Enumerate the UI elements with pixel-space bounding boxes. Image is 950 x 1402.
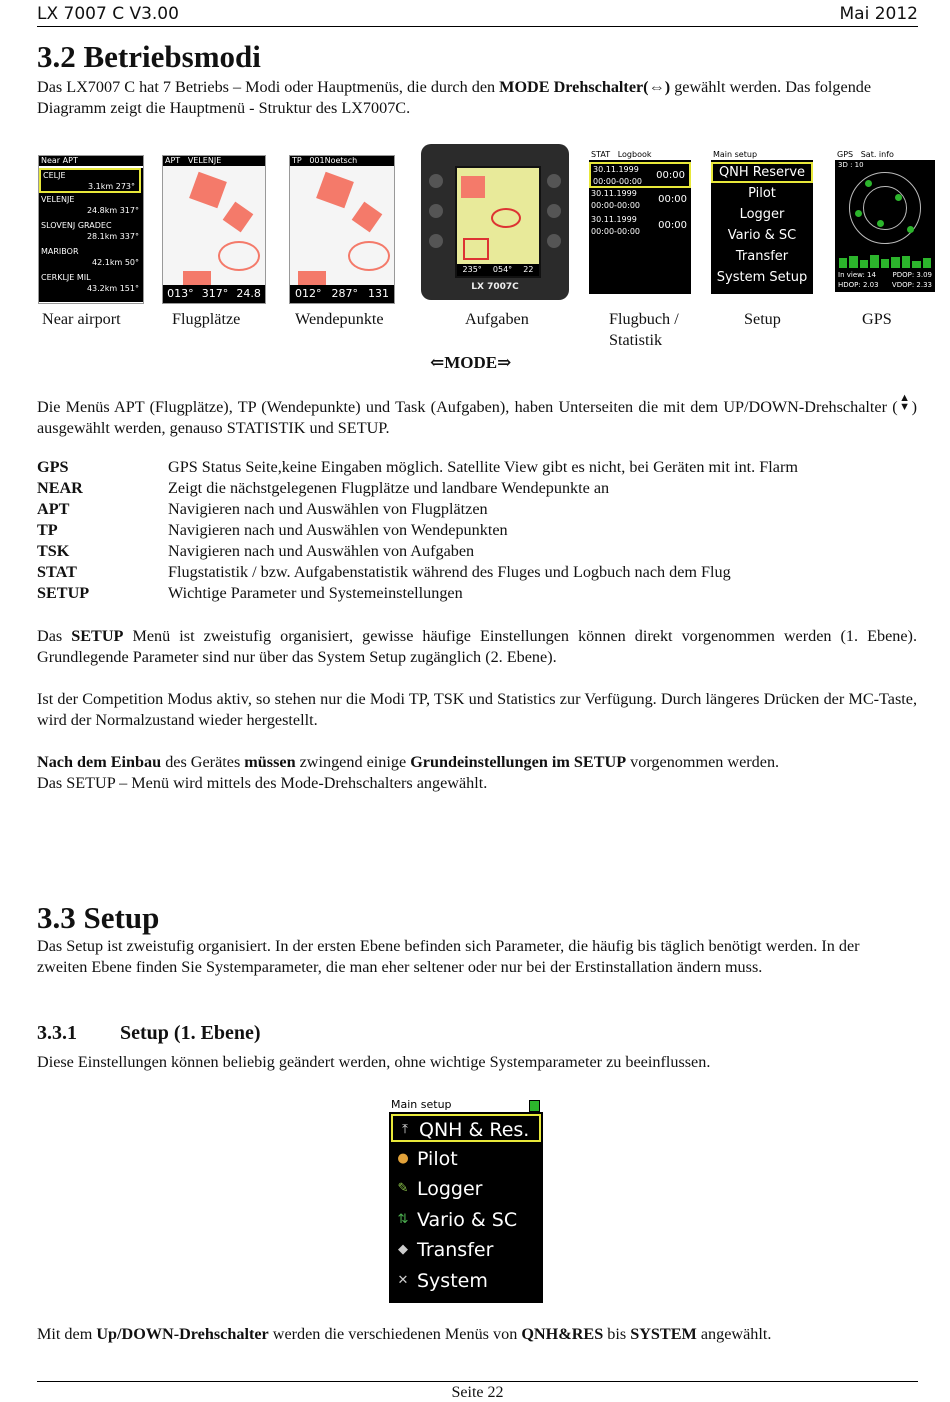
mode-row: [37, 562, 798, 583]
near-list-item: MARIBOR 42.1km 50°: [41, 247, 139, 267]
gps-screen: GPS Sat. info 3D : 10 In view: 14 PDOP: 3.09 HDOP: 2.03 VDOP: 2.33: [835, 150, 935, 292]
mode-key: GPS: [37, 458, 69, 476]
logbook-entry: 30.11.1999 00:00-00:00 00:00: [591, 215, 687, 236]
installation-paragraph: Nach dem Einbau des Gerätes müssen zwingend einige Grundeinstellungen im SETUP vorgenommen werden. Das SETUP – Menü wird mittels des Mode-Drehschalters angewählt.: [37, 753, 780, 792]
section-title-3-2: 3.2 Betriebsmodi: [37, 39, 261, 74]
near-list-item: CERKLJE MIL 43.2km 151°: [41, 273, 139, 293]
mode-description: Navigieren nach und Auswählen von Flugplätzen: [168, 500, 488, 518]
mode-description: Zeigt die nächstgelegenen Flugplätze und landbare Wendepunkte an: [168, 479, 610, 497]
menu-item-transfer[interactable]: ◆ Transfer: [391, 1236, 541, 1264]
menus-paragraph: Die Menüs APT (Flugplätze), TP (Wendepunkte) und Task (Aufgaben), haben Unterseiten die mit dem UP/DOWN-Drehschalter ( ▲ ▼) ausgewählt werden, genauso STATISTIK und SETUP.: [37, 392, 917, 437]
caption-setup: Setup: [744, 310, 781, 328]
caption-gps: GPS: [862, 310, 892, 328]
setup-small-item: QNH Reserve: [711, 162, 813, 183]
main-setup-menu: [389, 1098, 543, 1303]
section-number-3-3-1: 3.3.1: [37, 1022, 77, 1044]
menu-item-logger[interactable]: ✎ Logger: [391, 1175, 541, 1203]
mode-description: Flugstatistik / bzw. Aufgabenstatistik während des Fluges und Logbuch nach dem Flug: [168, 563, 731, 581]
page-header: [37, 2, 918, 27]
menu-title-bar: Main setup: [389, 1098, 543, 1112]
intro-paragraph: Das LX7007 C hat 7 Betriebs – Modi oder Hauptmenüs, die durch den MODE Drehschalter(⇔) gewählt werden. Das folgende Diagramm zeigt die Hauptmenü - Struktur des LX7007C.: [37, 78, 872, 117]
near-list-item: SLOVENJ GRADEC 28.1km 337°: [41, 221, 139, 241]
logbook-screen: STAT Logbook 30.11.1999 00:00-00:00 00:00 30.11.1999 00:00-00:00 00:00 30.11.1999 00:00-00:00 00:00: [589, 150, 691, 294]
menu-item-qnh-res[interactable]: ⤒ QNH & Res.: [391, 1114, 541, 1142]
mode-arrow-label: ⇐MODE⇒: [430, 353, 512, 372]
mode-key: NEAR: [37, 479, 83, 497]
battery-icon: [529, 1100, 540, 1112]
device-task-screen: 235° 054° 22 LX 7007C: [421, 144, 569, 300]
turnpoints-map-screen: TP 001Noetsch 012° 287° 131: [289, 155, 395, 304]
header-date: Mai 2012: [839, 4, 918, 24]
mode-key: TSK: [37, 542, 70, 560]
caption-aufgaben: Aufgaben: [465, 310, 529, 328]
mode-row: [37, 583, 798, 604]
menu-item-vario-sc[interactable]: ⇅ Vario & SC: [391, 1206, 541, 1234]
logbook-entry: 30.11.1999 00:00-00:00 00:00: [591, 189, 687, 210]
mode-description: Navigieren nach und Auswählen von Aufgaben: [168, 542, 475, 560]
mode-description: Navigieren nach und Auswählen von Wendepunkten: [168, 521, 508, 539]
caption-near-airport: Near airport: [42, 310, 121, 328]
setup-small-screen: Main setup QNH Reserve Pilot Logger Vario & SC Transfer System Setup: [711, 150, 813, 294]
transfer-icon: ◆: [398, 1242, 408, 1257]
near-airport-screen: Near APT CELJE 3.1km 273° VELENJE 24.8km 317° SLOVENJ GRADEC 28.1km 337° MARIBOR 42.1km 50° CERKLJE MIL 43.2km 151°: [38, 155, 144, 304]
mode-description: GPS Status Seite,keine Eingaben möglich. Satellite View gibt es nicht, bei Geräten mit int. Flarm: [168, 458, 798, 476]
mode-row: [37, 457, 798, 478]
mode-key: STAT: [37, 563, 77, 581]
page-number: Seite 22: [451, 1384, 504, 1401]
closing-paragraph: Mit dem Up/DOWN-Drehschalter werden die verschiedenen Menüs von QNH&RES bis SYSTEM angewählt.: [37, 1325, 772, 1343]
caption-wendepunkte: Wendepunkte: [295, 310, 384, 328]
modes-list: [37, 457, 798, 604]
menu-item-pilot[interactable]: ● Pilot: [391, 1145, 541, 1173]
up-down-arrow-icon: ▲ ▼: [899, 392, 911, 413]
setup-small-item: Logger: [739, 207, 785, 222]
menu-item-system[interactable]: ✕ System: [391, 1267, 541, 1295]
mode-row: [37, 541, 798, 562]
setup-small-item: Vario & SC: [727, 228, 797, 243]
mode-key: TP: [37, 521, 58, 539]
setup-paragraph: Das SETUP Menü ist zweistufig organisiert, gewisse häufige Einstellungen können direkt vorgenommen werden (1. Ebene). Grundlegende Parameter sind nur über das System Setup zugänglich (2. Ebene).: [37, 627, 917, 666]
qnh-res-icon: ⤒: [402, 1122, 408, 1137]
near-list-item: CELJE 3.1km 273°: [39, 168, 141, 193]
system-icon: ✕: [397, 1272, 409, 1288]
setup-level1-paragraph: Diese Einstellungen können beliebig geändert werden, ohne wichtige Systemparameter zu beeinflussen.: [37, 1053, 711, 1071]
vario-icon: ⇅: [397, 1211, 409, 1227]
mode-row: [37, 499, 798, 520]
setup-intro-paragraph: Das Setup ist zweistufig organisiert. In der ersten Ebene befinden sich Parameter, die häufig bis täglich benötigt werden. In der zweiten Ebene finden Sie Systemparameter, die man eher seltener oder nur bei der Erstinstallation ändern muss.: [37, 937, 860, 976]
mode-key: SETUP: [37, 584, 90, 602]
logbook-entry: 30.11.1999 00:00-00:00 00:00: [589, 162, 691, 188]
setup-small-item: Transfer: [735, 249, 789, 264]
setup-small-item: Pilot: [748, 186, 776, 201]
section-title-3-3: 3.3 Setup: [37, 900, 160, 935]
section-title-3-3-1: Setup (1. Ebene): [120, 1022, 261, 1044]
page-footer: [37, 1381, 918, 1401]
header-title: LX 7007 C V3.00: [37, 4, 179, 24]
mode-description: Wichtige Parameter und Systemeinstellungen: [168, 584, 463, 602]
pilot-icon: ●: [397, 1150, 409, 1166]
airports-map-screen: APT VELENJE 013° 317° 24.8: [162, 155, 266, 304]
mode-row: [37, 478, 798, 499]
near-list-item: VELENJE 24.8km 317°: [41, 195, 139, 215]
mode-row: [37, 520, 798, 541]
logger-icon: ✎: [397, 1181, 409, 1196]
caption-flugbuch: Flugbuch / Statistik: [609, 310, 679, 349]
competition-paragraph: Ist der Competition Modus aktiv, so stehen nur die Modi TP, TSK und Statistics zur Verfügung. Durch längeres Drücken der MC-Taste, wird der Normalzustand wieder hergestellt.: [37, 690, 917, 729]
mode-key: APT: [37, 500, 70, 518]
setup-small-item: System Setup: [716, 270, 808, 285]
caption-flugplaetze: Flugplätze: [172, 310, 241, 328]
